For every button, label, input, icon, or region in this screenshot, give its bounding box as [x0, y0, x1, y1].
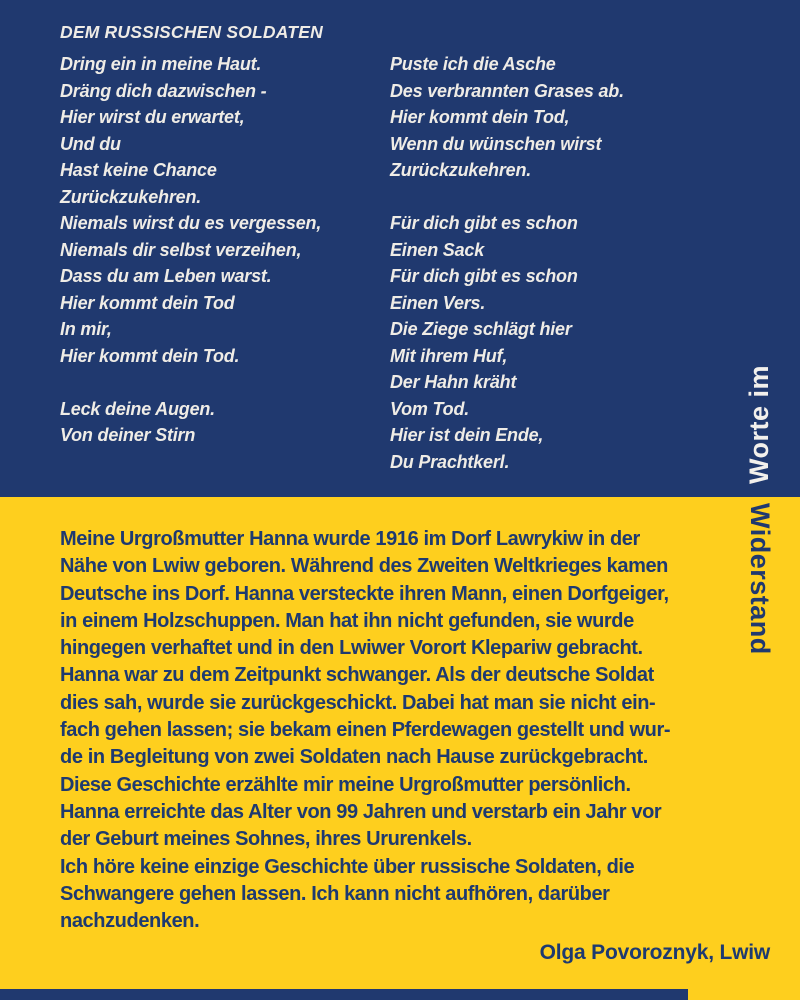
poem-line [390, 184, 720, 211]
poem-line: Zurückzukehren. [390, 160, 532, 180]
poem-line: Zurückzukehren. [60, 186, 202, 207]
story-line: Schwangere gehen lassen. Ich kann nicht aufhören, darüber [60, 882, 610, 905]
story-line: nachzudenken. [60, 910, 200, 933]
poem-line: Des verbrannten Grases ab. [390, 80, 624, 101]
side-caption-worte-im: Worte im [744, 364, 774, 484]
story-line: der Geburt meines Sohnes, ihres Ururenkels. [60, 828, 472, 851]
poem-line: Hier kommt dein Tod, [390, 107, 570, 127]
story-line: fach gehen lassen; sie bekam einen Pferdewagen gestellt und wur- [60, 719, 671, 742]
poem-line: Für dich gibt es schon [390, 266, 578, 286]
poem-line: Hier ist dein Ende, [390, 425, 544, 445]
poem-line: Die Ziege schlägt hier [390, 319, 572, 339]
poem-line: Dass du am Leben warst. [60, 266, 272, 286]
poem-line: Hast keine Chance [60, 160, 217, 180]
bottom-blue-strip [0, 989, 688, 1000]
story-line: Diese Geschichte erzählte mir meine Urgroßmutter persönlich. [60, 773, 631, 796]
poem-line: Dräng dich dazwischen - [60, 80, 267, 101]
poem-line: Einen Sack [390, 239, 485, 260]
story-paragraph [60, 526, 755, 935]
signature-author: Olga Povoroznyk, Lwiw [539, 941, 770, 964]
poem-line: Der Hahn kräht [390, 372, 517, 392]
poem-line: Hier wirst du erwartet, [60, 107, 245, 127]
poem-line: Niemals wirst du es vergessen, [60, 213, 322, 233]
poem-line: Für dich gibt es schon [390, 213, 578, 233]
story-line: hingegen verhaftet und in den Lwiwer Vorort Klepariw gebracht. [60, 637, 643, 660]
poem-line [60, 369, 390, 396]
poem-line: Von deiner Stirn [60, 425, 196, 445]
story-line: Nähe von Lwiw geboren. Während des Zweiten Weltkrieges kamen [60, 555, 669, 578]
poem-line: Leck deine Augen. [60, 398, 215, 419]
poem-column-right [390, 51, 720, 475]
poem-line: Niemals dir selbst verzeihen, [60, 239, 302, 260]
story-line: Deutsche ins Dorf. Hanna versteckte ihren Mann, einen Dorfgeiger, [60, 582, 669, 605]
poem-line: Hier kommt dein Tod. [60, 345, 240, 366]
poem-line: Wenn du wünschen wirst [390, 133, 602, 154]
side-caption-widerstand: Widerstand [745, 503, 775, 655]
story-line: in einem Holzschuppen. Man hat ihn nicht gefunden, sie wurde [60, 609, 634, 632]
poem-column-left [60, 51, 390, 449]
poem-line: Und du [60, 133, 121, 154]
story-line: Hanna erreichte das Alter von 99 Jahren und verstarb ein Jahr vor [60, 800, 662, 823]
poem-line: Einen Vers. [390, 292, 486, 313]
story-line: de in Begleitung von zwei Soldaten nach Hause zurückgebracht. [60, 746, 648, 769]
poem-line: In mir, [60, 319, 112, 339]
poem-title: DEM RUSSISCHEN SOLDATEN [60, 22, 323, 42]
poem-line: Mit ihrem Huf, [390, 345, 508, 366]
poem-line: Dring ein in meine Haut. [60, 54, 262, 74]
story-line: dies sah, wurde sie zurückgeschickt. Dabei hat man sie nicht ein- [60, 691, 656, 714]
story-line: Hanna war zu dem Zeitpunkt schwanger. Als der deutsche Soldat [60, 664, 654, 687]
story-line: Ich höre keine einzige Geschichte über russische Soldaten, die [60, 855, 635, 878]
poem-line: Puste ich die Asche [390, 54, 556, 74]
story-line: Meine Urgroßmutter Hanna wurde 1916 im Dorf Lawrykiw in der [60, 528, 640, 550]
poem-line: Du Prachtkerl. [390, 451, 510, 472]
poem-line: Vom Tod. [390, 398, 470, 419]
poem-line: Hier kommt dein Tod [60, 292, 235, 313]
